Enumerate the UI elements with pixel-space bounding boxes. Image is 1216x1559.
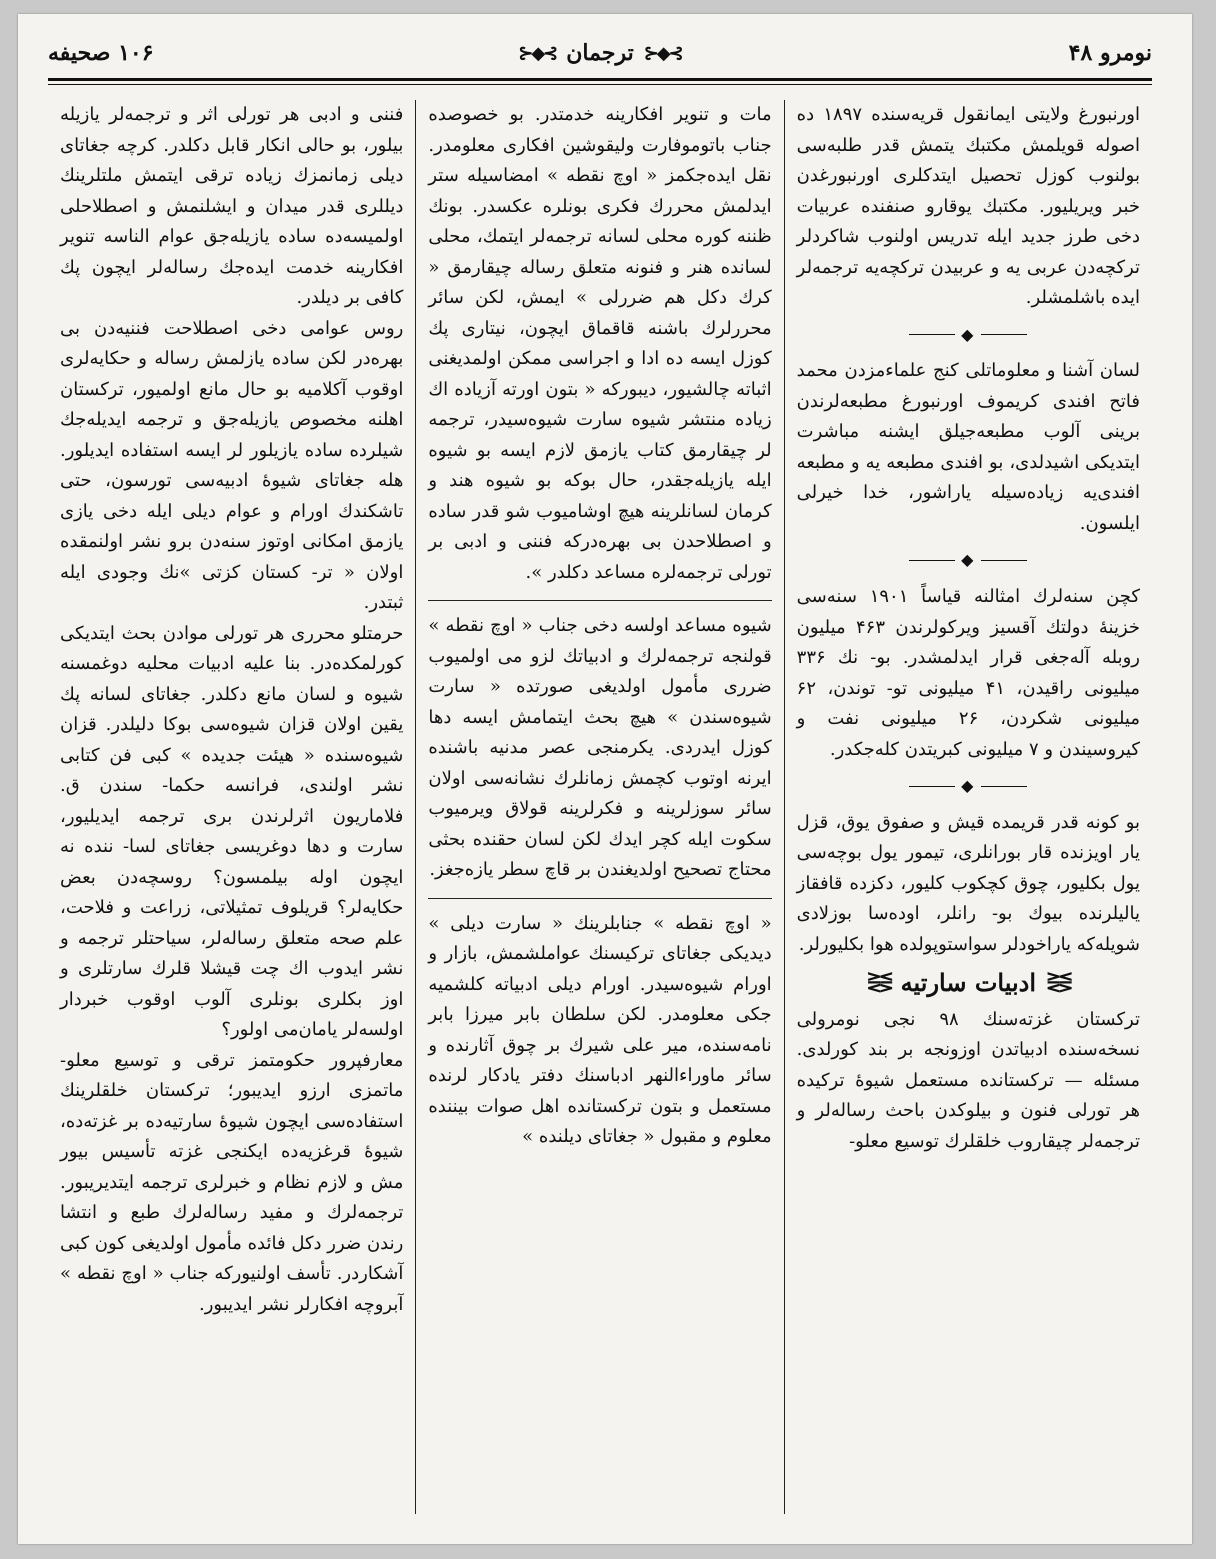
separator — [797, 771, 1140, 802]
divider — [428, 898, 771, 899]
divider — [428, 600, 771, 601]
news-state-revenue: کچن سنه‌لرك امثالنه قیاساً ۱۹۰۱ سنه‌سی خزینهٔ دولتك آقسیز ویرکولرندن ۴۶۳ میلیون روبله آله‌جغی قرار ایدلمشدر. بو- نك ۳۳۶ میلیونی راقیدن، ۴۱ میلیونی تو- توندن، ۶۲ میلیونی شکردن، ۲۶ میلیونی نفت و کیروسیندن و ۷ میلیونی کبریتدن کله‌جکدر. — [796, 586, 1141, 760]
article-paragraph: فننی و ادبی هر تورلی اثر و ترجمه‌لر یازیله بیلور، بو حالی انکار قابل دکلدر. کرچه جغاتای دیلی زمانمزك زیاده ترقی ایتمش ملتلرینك دیللری قدر میدان و ایشلنمش و اصطلاحلی اولمیسه‌ده ساده یازیله‌جق عوام الناسه تنویر افکارینه خدمت ایده‌جك رساله‌لر ایچون پك کافی بر دیلدر. — [60, 104, 404, 308]
masthead-title: ترجمان — [566, 40, 634, 66]
section-title: ادبیات سارتیه — [900, 968, 1037, 998]
masthead — [518, 40, 681, 66]
article-start: ترکستان غزته‌سنك ۹۸ نجی نومرولی نسخه‌سنده ادبیاتدن اوزونجه بر بند کورلدی. مسئله — ترکستانده مستعمل شیوهٔ ترکیده هر تورلی فنون و بیلوکدن باحث رساله‌لر و ترجمه‌لر چیقاروب خلقلرك توسیع معلو- — [796, 1008, 1140, 1152]
article-continuation: مات و تنویر افکارینه خدمتدر. بو خصوصده جناب باتوموفارت ولیقوشین افکاری معلومدر. نقل ایده‌جکمز « اوچ نقطه » امضاسیله ستر ایدلمش محررك فکری بونلره عکسدر. بونك ظننه کوره محلی لسانه ترجمه‌لر ایتمك، محلی لسانده هنر و فنونه متعلق رساله چیقارمق « کرك دکل هم ضررلی » ایمش، لکن سائر محررلرك باشنه قاقماق ایچون، نیتاری پك کوزل ایسه ده ادا و اجراسی ممکن اولمدیغنی اثباته چالشیور، دیبورکه « بتون اورته آزیاده اك زیاده منتشر شیوه سارت شیوه‌سیدر، ترجمه لر چیقارمق کتاب یازمق لازم ایسه بو شیوه ایله یازیله‌جقدر، حال بوکه بو شیوه هند و کرمان لسانلرینه هیچ اوشامیوب شو قدر ساده و اصطلاحدن بی بهره‌درکه فننی و ادبی بر تورلی ترجمه‌لره مساعد دکلدر ». — [428, 104, 772, 583]
header-rule-thin — [48, 84, 1152, 85]
diamond-icon: ◆ — [961, 550, 976, 570]
column-middle — [416, 100, 784, 1514]
news-weather: بو کونه قدر قریمده قیش و صفوق یوق، قزل یار اویزنده قار بورانلری، تیمور یول بوچه‌سی یول بکلیور، چوق کچکوب کلیور، دکزده قافقاز یالیلرنده بیوك بو- رانلر، اوده‌سا بوزلادی شویله‌که یاراخودلر سواستوپولده هوا بکلیورلر. — [796, 811, 1140, 955]
diamond-icon: ◆ — [961, 324, 976, 344]
column-left — [48, 100, 416, 1514]
article-paragraph: معارفپرور حکومتمز ترقی و توسیع معلو- ماتمزی ارزو ایدیبور؛ ترکستان خلقلرینك استفاده‌سی ایچون شیوهٔ سارتیه‌ده بر غزته‌ده، شیوهٔ قرغزیه‌ده ایکنجی غزته تأسیس بیور مش و لازم نظام و خبرلری ترجمه ایتدیریبور. ترجمه‌لرك و مفید رساله‌لرك طبع و انتشا رندن ضرر دکل فائده مأمول اولدیغی کون کبی آشکاردر. تأسف اولنیورکه جناب « اوچ نقطه » آبروچه افکارلر نشر ایدیبور. — [60, 1049, 404, 1315]
page-number: ۱۰۶ صحیفه — [48, 40, 154, 66]
article-paragraph: « اوچ نقطه » جنابلرینك « سارت دیلی » دیدیکی جغاتای ترکیسنك عواملشمش، بازار و اورام شیوه‌سیدر. اورام دیلی ادبیاته کلشمیه جکی معلومدر. لکن سلطان بابر میرزا بابر نامه‌سنده، میر علی شیرك بر چوق آثارنده و سائر ماوراءالنهر ادباسنك دفتر یادکار لرنده مستعمل و بتون ترکستانده اهل صوات بیننده معلوم و مقبول « جغاتای دیلنده » — [428, 912, 772, 1147]
left-ornament-icon: ⊱◆⊰ — [643, 42, 682, 64]
section-heading — [797, 968, 1140, 999]
header-rule — [48, 78, 1152, 81]
diamond-icon: ◆ — [961, 776, 976, 795]
article-paragraph: حرمتلو محرری هر تورلی موادن بحث ایتدیکی کورلمکده‌در. بنا علیه ادبیات محلیه دوغمسنه شیوه و لسان مانع دکلدر. جغاتای لسانه پك یقین اولان قزان شیوه‌سی بوکا دلیلدر. قزان شیوه‌سنده « هیئت جدیده » کبی فن کتابی نشر اولندی، فرانسه حکما- سندن ق. فلاماریون اثرلرندن بری ترجمه ایدیلیور، سارت و دها دوغریسی جغاتای لسا- ننده نه ایچون اوله بیلمسون؟ روسچه‌دن بعض حکایه‌لر؟ قریلوف تمثیلاتی، زراعت و فلاحت، علم صحه متعلق رساله‌لر، سیاحتلر ترجمه و نشر ایدوب اك چت قیشلا قلرك سارتلری و اوز بکلری بونلری آلوب اوقوب خبردار اولسه‌لر یامان‌می اولور؟ — [60, 622, 404, 1040]
article-paragraph: روس عوامی دخی اصطلاحت فننیه‌دن بی بهره‌در لکن ساده یازلمش رساله و حکایه‌لری اوقوب آکلامیه بو حال مانع اولمیور، ترکستان اهلنه مخصوص یازیله‌جق و ترجمه ایدیله‌جك شیلرده ساده یازیلور لر ایسه استفاده ایدیلور. هله جغاتای شیوهٔ ادبیه‌سی تورسون، حتی تاشکندك اورام و عوام دیلی ایله دخی یازی یازمق امکانی اوتوز سنه‌دن برو نشر اولنمقده اولان « تر- کستان کزتی »نك وجودی ایله ثبتدر. — [60, 317, 404, 613]
article-paragraph: شیوه مساعد اولسه دخی جناب « اوچ نقطه » قولنجه ترجمه‌لرك و ادبیاتك لزو می اولمیوب ضرری مأمول اولدیغی صورتده « سارت شیوه‌سندن » هیچ بحث ایتمامش ایسه دها کوزل ایدردی. یکرمنجی عصر مدنیه باشنده ایرنه اوتوب کچمش زمانلرك نشانه‌سی اولان سائر سوزلرینه و فکرلرینه قولاق ویرمیوب سکوت ایله کچر ایدك لکن لسان حقنده بحثی محتاج تصحیح اولدیغندن بر قاچ سطر یازه‌جغز. — [428, 615, 772, 880]
news-printing-house: لسان آشنا و معلوماتلی کنج علماءمزدن محمد فاتح افندی کریموف اورنبورغ مطبعه‌لرندن برینی آلوب مطبعه‌جیلق ایشنه مباشرت ایتدیکی اشیدلدی، بو افندی مطبعه یه و مطبعه افندی‌یه زیاده‌سیله یاراشور، خدا خیرلی ایلسون. — [796, 360, 1140, 534]
separator — [797, 545, 1140, 576]
heading-ornament-icon: ⋛⋚ — [866, 972, 891, 994]
page-header — [48, 34, 1152, 74]
issue-number: نومرو ۴۸ — [1068, 40, 1152, 66]
column-right — [785, 100, 1152, 1514]
separator — [797, 320, 1140, 351]
columns — [48, 100, 1152, 1514]
news-orenburg-school: اورنبورغ ولایتی ایمانقول قریه‌سنده ۱۸۹۷ ده اصوله قویلمش مکتبك یتمش قدر طلبه‌سی بولنوب کوزل تحصیل ایتدکلری اورنبورغدن خبر ویریلیور. مکتبك یوقارو صنفنده عربیات دخی طرز جدید ایله تدریس اولنوب شاکردلر ترکچه‌دن عربی یه و عربیدن ترکچه‌یه ترجمه‌لر ایده باشلمشلر. — [796, 104, 1140, 308]
newspaper-page — [18, 14, 1192, 1544]
heading-ornament-icon: ⋛⋚ — [1046, 972, 1071, 994]
right-ornament-icon: ⊱◆⊰ — [518, 42, 557, 64]
